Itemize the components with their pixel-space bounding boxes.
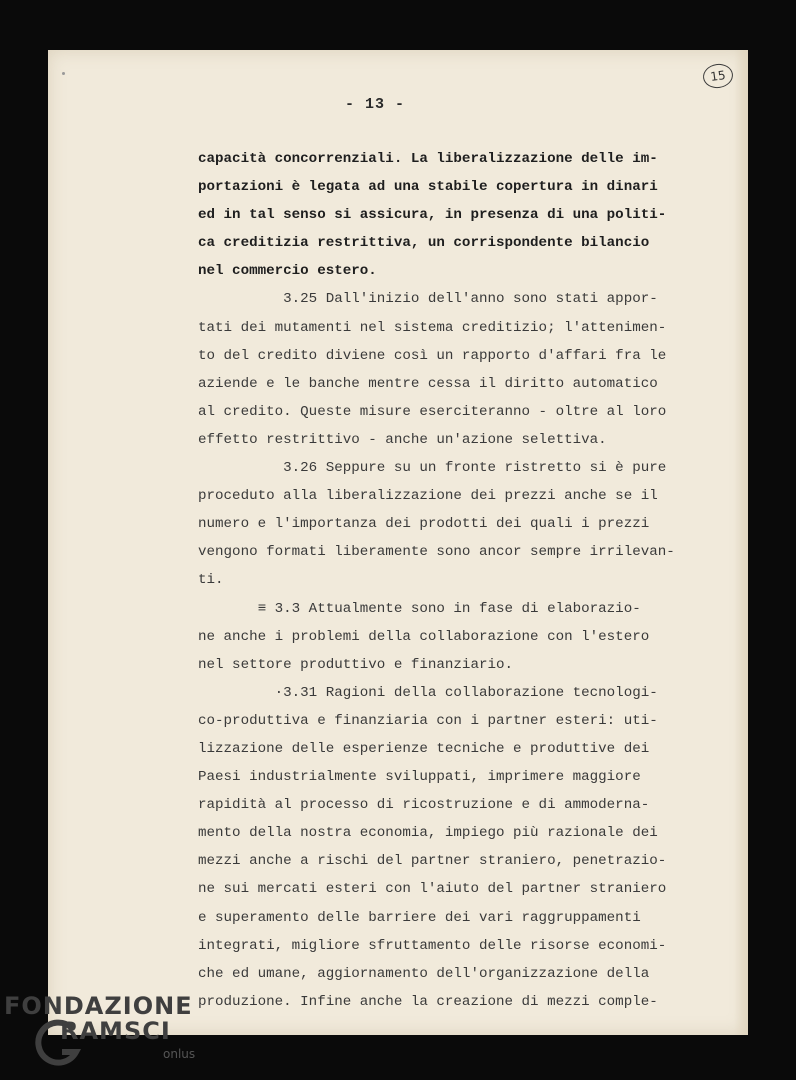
text-line: 3.26 Seppure su un fronte ristretto si è pure [198, 460, 667, 477]
text-line: capacità concorrenziali. La liberalizzazione delle im- [198, 151, 658, 167]
text-line: tati dei mutamenti nel sistema creditizio; l'attenimen- [198, 319, 667, 336]
text-line: vengono formati liberamente sono ancor sempre irrilevan- [198, 544, 675, 561]
text-line: co-produttiva e finanziaria con i partner esteri: uti- [198, 712, 658, 729]
text-line: effetto restrittivo - anche un'azione selettiva. [198, 431, 607, 448]
text-line: to del credito diviene così un rapporto d'affari fra le [198, 347, 667, 364]
text-line: ed in tal senso si assicura, in presenza di una politi- [198, 207, 667, 224]
text-line: ca creditizia restrittiva, un corrispondente bilancio [198, 235, 650, 252]
watermark-line2: RAMSCI [60, 1017, 171, 1045]
paper-speck [62, 72, 65, 75]
text-line: nel settore produttivo e finanziario. [198, 656, 514, 673]
text-line: aziende e le banche mentre cessa il diritto automatico [198, 375, 658, 392]
text-line: al credito. Queste misure eserciteranno - oltre al loro [198, 403, 667, 420]
document-page [48, 50, 748, 1035]
typewritten-body [198, 145, 738, 1016]
text-line: lizzazione delle esperienze tecniche e produttive dei [198, 740, 650, 757]
text-line: e superamento delle barriere dei vari raggruppamenti [198, 909, 641, 926]
text-line: proceduto alla liberalizzazione dei prezzi anche se il [198, 488, 658, 505]
text-line: mezzi anche a rischi del partner straniero, penetrazio- [198, 853, 667, 870]
text-line: mento della nostra economia, impiego più razionale dei [198, 825, 658, 842]
page-number: - 13 - [344, 96, 405, 113]
text-line: nel commercio estero. [198, 263, 377, 280]
text-line: produzione. Infine anche la creazione di mezzi comple- [198, 993, 658, 1010]
text-line: integrati, migliore sfruttamento delle risorse economi- [198, 937, 667, 954]
archive-number-stamp: 15 [701, 62, 734, 90]
text-line: che ed umane, aggiornamento dell'organizzazione della [198, 965, 650, 982]
text-line: numero e l'importanza dei prodotti dei quali i prezzi [198, 516, 650, 533]
text-line: ne anche i problemi della collaborazione con l'estero [198, 628, 650, 645]
text-line: rapidità al processo di ricostruzione e di ammoderna- [198, 797, 650, 814]
text-line: 3.25 Dall'inizio dell'anno sono stati appor- [198, 291, 658, 308]
text-line: portazioni è legata ad una stabile copertura in dinari [198, 179, 658, 196]
text-line: ne sui mercati esteri con l'aiuto del partner straniero [198, 881, 667, 898]
text-line: ·3.31 Ragioni della collaborazione tecnologi- [198, 684, 658, 701]
text-line: Paesi industrialmente sviluppati, imprimere maggiore [198, 769, 641, 786]
watermark-onlus: onlus [163, 1047, 196, 1061]
fondazione-gramsci-watermark [2, 990, 202, 1070]
text-line: ≡ 3.3 Attualmente sono in fase di elaborazio- [198, 600, 641, 617]
text-line: ti. [198, 572, 224, 589]
watermark-line1: FONDAZIONE [4, 992, 193, 1020]
